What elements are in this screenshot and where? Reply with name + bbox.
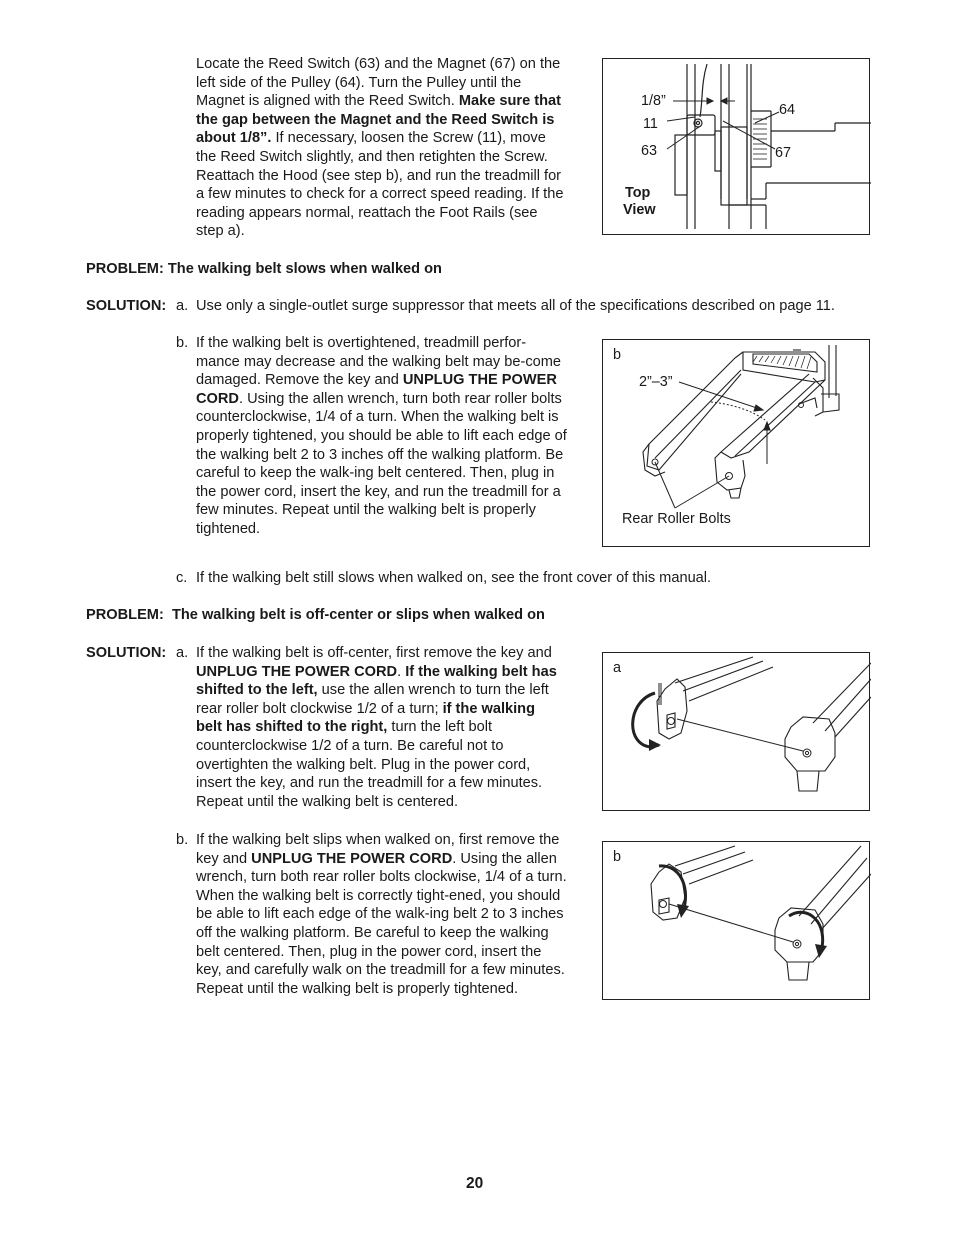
problem1-solution-label: SOLUTION:: [86, 298, 167, 314]
figure-both-bolts-adjust: [602, 841, 870, 1000]
top-view-caption-1: Top: [625, 185, 651, 201]
gap-label: 1/8”: [641, 93, 666, 109]
problem1-heading: PROBLEM: The walking belt slows when walked on: [86, 261, 442, 277]
left-bolt-drawing: [603, 653, 871, 812]
problem1-b-unplug: UNPLUG THE POWER CORD: [196, 372, 557, 407]
problem2-a-text-2: .: [397, 663, 406, 680]
figure-belt-tension: [602, 339, 870, 547]
figure-top-view: [602, 58, 870, 235]
figure-b1-letter: b: [613, 347, 622, 363]
problem2-a-unplug: UNPLUG THE POWER CORD: [196, 663, 398, 680]
problem2-b-unplug: UNPLUG THE POWER CORD: [251, 850, 453, 867]
part-64-label: 64: [779, 102, 796, 118]
problem2-a-text-3: use the allen wrench to turn the left rear roller bolt clockwise 1/2 of a turn;: [196, 682, 549, 717]
problem2-heading: PROBLEM: The walking belt is off-center or slips when walked on: [86, 607, 545, 623]
problem1-b-text-2: . Using the allen wrench, turn both rear roller bolts counterclockwise, 1/4 of a turn. When the walking belt is properly tightened, you should be able to lift each edge of the walking belt 2 to 3 inches off the walking platform. Be careful to keep the walk-ing belt centered. Then, plug in the power cord, insert the key, and run the treadmill for a few minutes. Repeat until the walking belt is properly tightened.: [196, 390, 567, 537]
intro-bold-gap: Make sure that the gap between the Magnet and the Reed Switch is about 1/8”.: [196, 93, 562, 147]
problem1-b-text-1: If the walking belt is overtightened, treadmill perfor-mance may decrease and the walking belt may be-come damaged. Remove the key and: [196, 335, 562, 389]
intro-text-1: Locate the Reed Switch (63) and the Magnet (67) on the left side of the Pulley (64). Turn the Pulley until the Magnet is aligned with the Reed Switch.: [196, 56, 561, 110]
part-63-label: 63: [641, 143, 658, 159]
problem1-a-letter: a.: [176, 298, 189, 314]
lift-distance-label: 2”–3”: [639, 374, 673, 390]
problem1-b-letter: b.: [176, 335, 189, 351]
problem2-b-text-2: . Using the allen wrench, turn both rear roller bolts clockwise, 1/4 of a turn. When the walking belt is correctly tight-ened, you should be able to lift each edge of the walk-ing belt 2 to 3 inches off the walking platform. Be careful to keep the walking belt centered. Then, plug in the power cord, insert the key, and carefully walk on the treadmill for a few minutes. Repeat until the walking belt is properly tightened.: [196, 850, 567, 997]
problem1-c-letter: c.: [176, 570, 188, 586]
top-view-caption-2: View: [623, 202, 656, 218]
rear-roller-bolts-label: Rear Roller Bolts: [622, 511, 731, 527]
figure-a2-letter: a: [613, 660, 622, 676]
problem2-a-letter: a.: [176, 645, 189, 661]
problem2-b-text-1: If the walking belt slips when walked on, first remove the key and: [196, 832, 560, 867]
page-number: 20: [466, 1175, 484, 1192]
intro-text-2: If necessary, loosen the Screw (11), move the Reed Switch slightly, and then retighten the Screw. Reattach the Hood (see step b), and run the treadmill for a few minutes to check for a correct speed reading. If the reading appears normal, reattach the Foot Rails (see step a).: [196, 130, 564, 240]
part-11-label: 11: [643, 116, 658, 132]
problem2-solution-label: SOLUTION:: [86, 645, 167, 661]
problem2-b-paragraph: [196, 831, 570, 998]
problem1-c-text: If the walking belt still slows when walked on, see the front cover of this manual.: [196, 570, 712, 586]
problem2-a-text-4: turn the left bolt counterclockwise 1/2 of a turn. Be careful not to overtighten the walking belt. Plug in the power cord, insert the key, and run the treadmill for a few minutes. Repeat until the walking belt is centered.: [196, 719, 543, 810]
figure-left-bolt-adjust: [602, 652, 870, 811]
intro-paragraph: [196, 55, 568, 241]
problem2-a-text-1: If the walking belt is off-center, first remove the key and: [196, 645, 552, 661]
both-bolts-drawing: [603, 842, 871, 1001]
problem1-b-paragraph: [196, 334, 568, 539]
problem2-a-paragraph: [196, 644, 560, 811]
problem2-a-left-shift: If the walking belt has shifted to the left,: [196, 663, 557, 699]
part-67-label: 67: [775, 145, 792, 161]
figure-b2-letter: b: [613, 849, 622, 865]
problem2-b-letter: b.: [176, 832, 189, 848]
problem2-a-right-shift: if the walking belt has shifted to the right,: [196, 700, 536, 736]
problem1-a-text: Use only a single-outlet surge suppressor that meets all of the specifications described on page 11.: [196, 298, 835, 314]
